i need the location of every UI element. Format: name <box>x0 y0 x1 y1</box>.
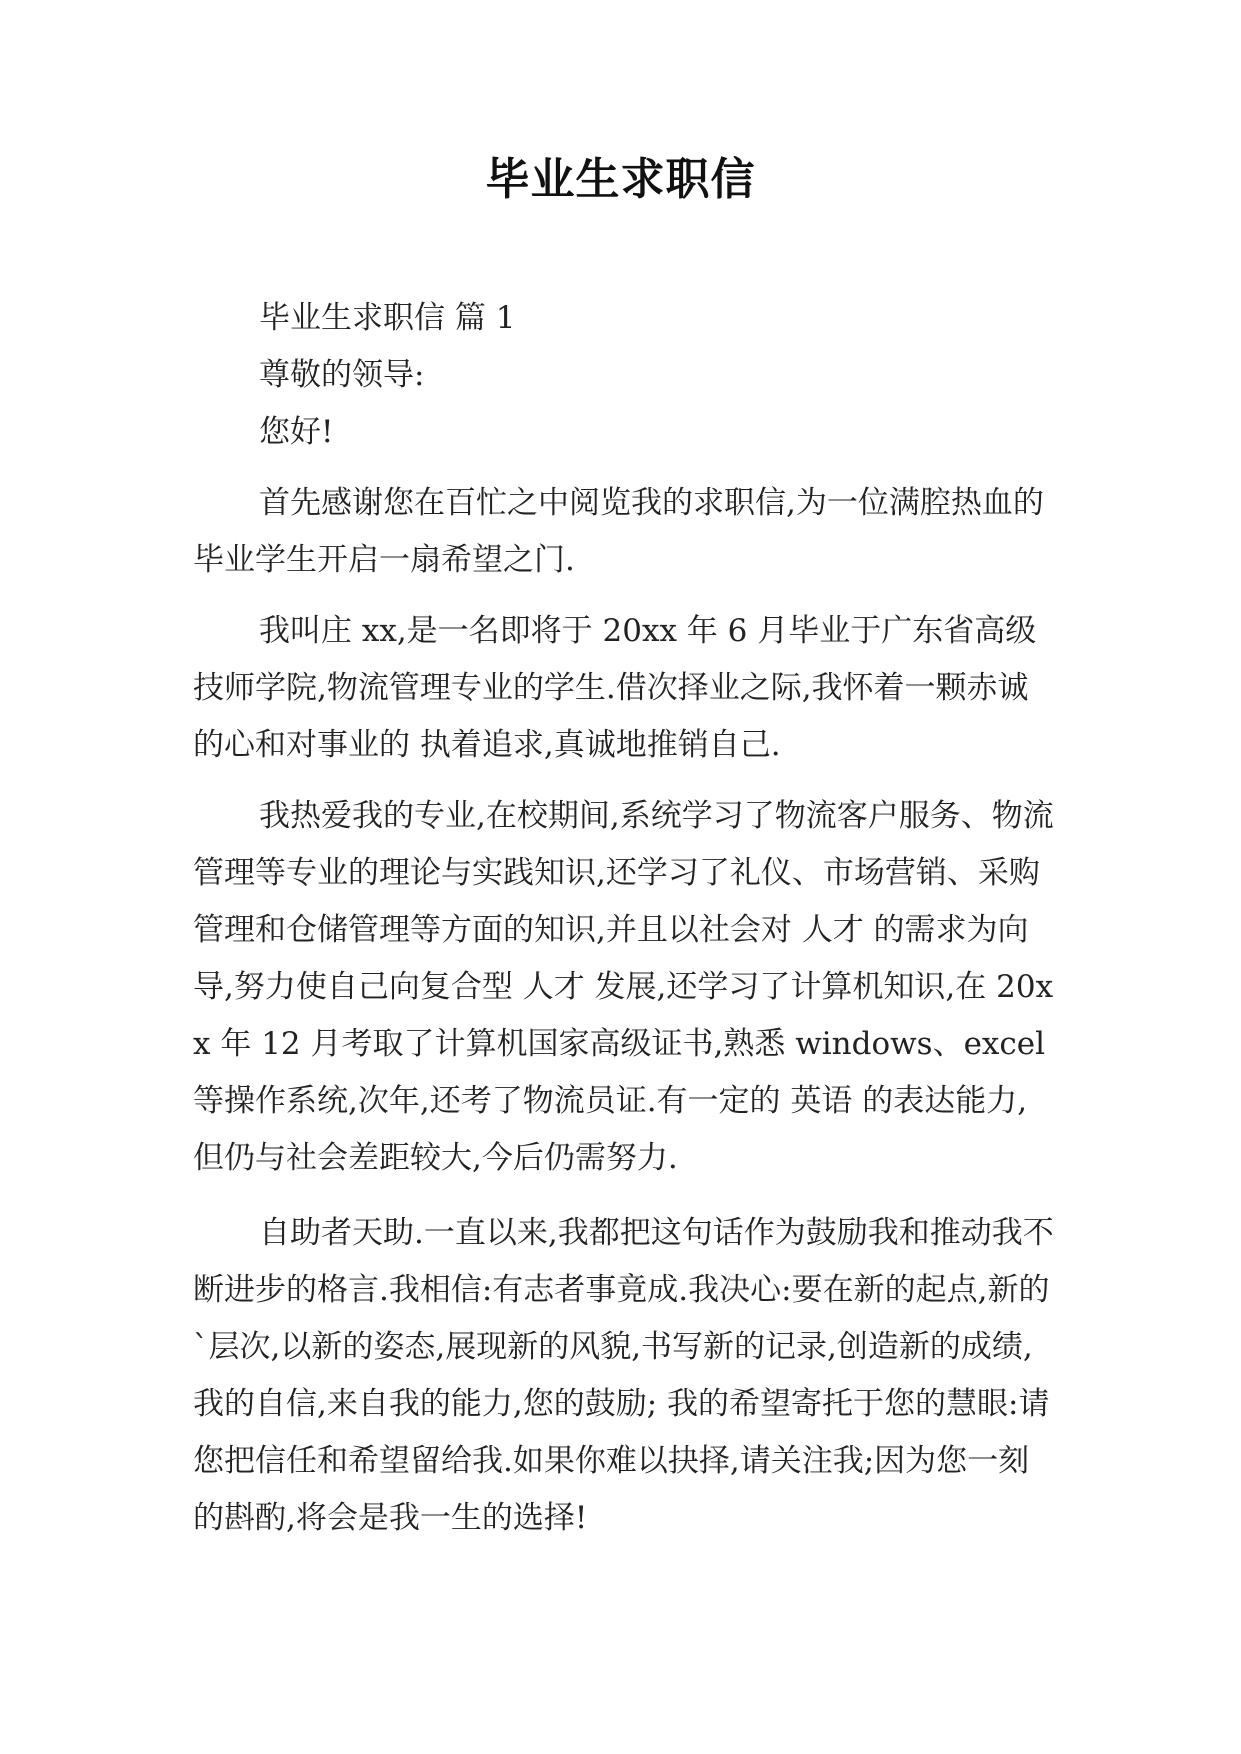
greeting: 您好! <box>259 414 334 450</box>
paragraph-education: 我热爱我的专业,在校期间,系统学习了物流客户服务、物流管理等专业的理论与实践知识,还学习了礼仪、市场营销、采购管理和仓储管理等方面的知识,并且以社会对 人才 的需求为向导,努力使自己向复合型 人才 发展,还学习了计算机知识,在 20xx 年 12 月考取了计算机国家高级证书,熟悉 windows、excel 等操作系统,次年,还考了物流员证.有一定的 英语 的表达能力,但仍与社会差距较大,今后仍需努力. <box>193 798 1054 1176</box>
document-body <box>193 290 1055 1547</box>
salutation: 尊敬的领导: <box>259 357 425 393</box>
paragraph-self-introduction: 我叫庄 xx,是一名即将于 20xx 年 6 月毕业于广东省高级技师学院,物流管理专业的学生.借次择业之际,我怀着一颗赤诚的心和对事业的 执着追求,真诚地推销自己. <box>193 613 1037 763</box>
document-title: 毕业生求职信 <box>485 154 756 205</box>
paragraph-intro: 首先感谢您在百忙之中阅览我的求职信,为一位满腔热血的毕业学生开启一扇希望之门. <box>193 485 1044 578</box>
section-heading: 毕业生求职信 篇 1 <box>259 300 516 336</box>
paragraph-closing: 自助者天助.一直以来,我都把这句话作为鼓励我和推动我不断进步的格言.我相信:有志者事竟成.我决心:要在新的起点,新的`层次,以新的姿态,展现新的风貌,书写新的记录,创造新的成绩,我的自信,来自我的能力,您的鼓励; 我的希望寄托于您的慧眼:请您把信任和希望留给我.如果你难以抉择,请关注我;因为您一刻的斟酌,将会是我一生的选择! <box>193 1215 1054 1536</box>
